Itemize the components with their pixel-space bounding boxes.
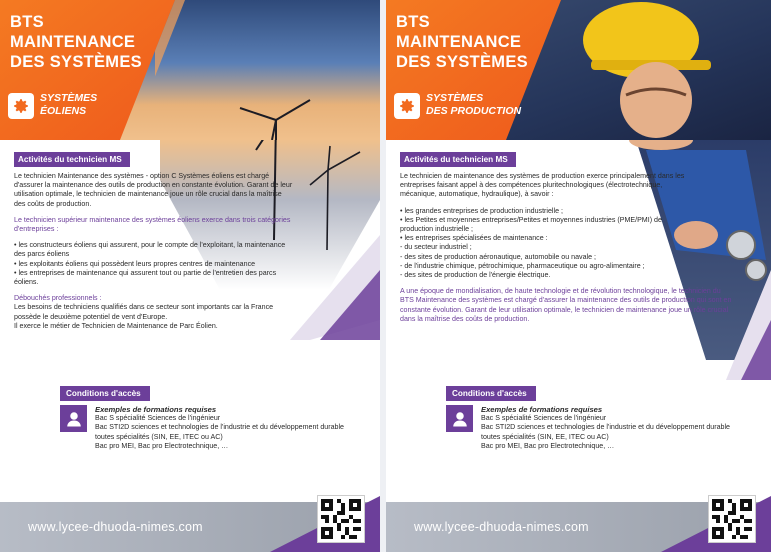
qr-code-icon (709, 496, 755, 542)
condition-item: Bac S spécialité Sciences de l'ingénieur (95, 414, 221, 423)
debouches-title: Débouchés professionnels : (14, 294, 102, 303)
flyer-title: BTS MAINTENANCE DES SYSTÈMES (10, 13, 142, 71)
list-item: - des sites de production de l'énergie électrique. (400, 271, 551, 280)
section-label: Activités du technicien MS (14, 152, 130, 167)
debouches-text: Les besoins de techniciens qualifiés dans ce secteur sont importants car la France possède le deuxième potentiel de vent d'Europe. (14, 303, 274, 321)
flyer-subtitle: SYSTÈMES DES PRODUCTION (426, 92, 522, 117)
gear-icon (394, 93, 420, 119)
flyer-eoliens (0, 0, 380, 552)
footer (386, 496, 771, 552)
condition-item: Bac pro MEI, Bac pro Electrotechnique, … (95, 441, 229, 450)
person-icon (446, 405, 473, 432)
list-item: - du secteur industriel ; (400, 243, 472, 252)
conditions-head: Exemples de formations requises (481, 405, 603, 414)
person-icon (60, 405, 87, 432)
conditions-text (95, 405, 345, 451)
body-text (400, 172, 732, 331)
condition-item: Bac S spécialité Sciences de l'ingénieur (481, 414, 607, 423)
subtitle-box (394, 92, 521, 119)
footer (0, 496, 380, 552)
qr-code-icon (318, 496, 364, 542)
condition-item: Bac pro MEI, Bac pro Electrotechnique, … (481, 441, 615, 450)
categories-intro: Le technicien supérieur maintenance des systèmes éoliens exerce dans trois catégories d'entreprises : (14, 215, 291, 234)
website-link[interactable]: www.lycee-dhuoda-nimes.com (414, 520, 589, 534)
conditions-block (446, 405, 731, 451)
conditions-label: Conditions d'accès (446, 386, 536, 401)
list-item: • les constructeurs éoliens qui assurent, pour le compte de l'exploitant, la maintenance des parcs éoliens (14, 241, 286, 259)
conditions-label: Conditions d'accès (60, 386, 150, 401)
section-label: Activités du technicien MS (400, 152, 516, 167)
orange-accent-stripe (155, 0, 195, 140)
flyer-title: BTS MAINTENANCE DES SYSTÈMES (396, 13, 528, 71)
intro-paragraph: Le technicien de maintenance des systèmes de production exerce principalement dans les entreprises faisant appel à des compétences pluritechnologiques (électrotechnique, mécanique, automatique, hydraulique), à savoir : (400, 172, 685, 199)
closing-paragraph: A une époque de mondialisation, de haute technologie et de révolution technologique, le technicien du BTS Maintenance des systèmes est chargé d'assurer la maintenance des outils de production qui sont en constante évolution. Garant de leur utilisation optimale, le technicien de maintenance joue un rôle crucial dans la maîtrise des coûts de production. (400, 287, 732, 323)
list-item: • les Petites et moyennes entreprises/Petites et moyennes industries (PME/PMI) de production industrielle ; (400, 215, 662, 234)
conditions-block (60, 405, 345, 451)
conditions-text (481, 405, 731, 451)
list-item: - de l'industrie chimique, pétrochimique, pharmaceutique ou agro-alimentaire ; (400, 261, 645, 270)
list-item: • les entreprises de maintenance qui assurent tout ou partie de l'entretien des parcs éoliens. (14, 268, 277, 287)
list-item: - des sites de production aéronautique, automobile ou navale ; (400, 252, 596, 261)
website-link[interactable]: www.lycee-dhuoda-nimes.com (28, 520, 203, 534)
flyer-production (386, 0, 771, 552)
condition-item: Bac STI2D sciences et technologies de l'industrie et du développement durable toutes spécialités (SIN, EE, ITEC ou AC) (481, 423, 730, 441)
list-item: • les exploitants éoliens qui possèdent leurs propres centres de maintenance (14, 259, 256, 268)
debouches-text-2: Il exerce le métier de Technicien de Maintenance de Parc Éolien. (14, 321, 218, 330)
subtitle-box (8, 92, 97, 119)
condition-item: Bac STI2D sciences et technologies de l'industrie et du développement durable toutes spécialités (SIN, EE, ITEC ou AC) (95, 423, 344, 441)
body-text (14, 172, 294, 338)
gear-icon (8, 93, 34, 119)
conditions-head: Exemples de formations requises (95, 405, 217, 414)
list-item: • les entreprises spécialisées de maintenance : (400, 234, 548, 243)
flyer-subtitle: SYSTÈMES ÉOLIENS (40, 92, 98, 117)
intro-paragraph: Le technicien Maintenance des systèmes - option C Systèmes éoliens est chargé d'assurer la maintenance des outils de production en constante évolution. Garant de leur utilisation optimale, le technicien de maintenance joue un rôle crucial dans la maîtrise des coûts de production. (14, 172, 293, 208)
list-item: • les grandes entreprises de production industrielle ; (400, 206, 563, 215)
